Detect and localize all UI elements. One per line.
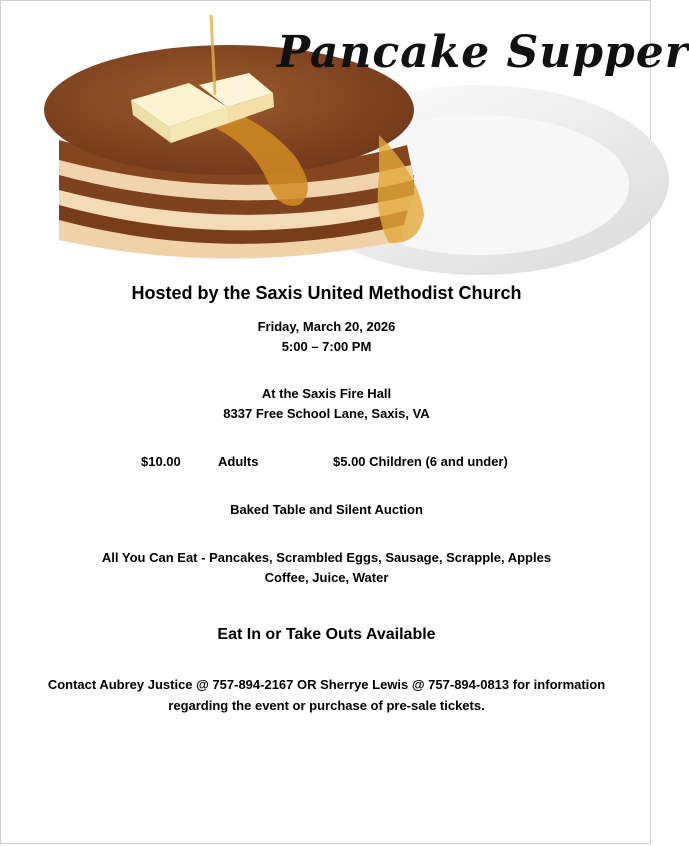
pancake-banner-image [59,15,689,249]
event-address: 8337 Free School Lane, Saxis, VA [223,406,430,421]
event-venue: At the Saxis Fire Hall [261,386,392,401]
contact-line-1: Contact Aubrey Justice @ 757-894-2167 OR Sherrye Lewis @ 757-894-0813 for information [47,677,606,692]
service-note: Eat In or Take Outs Available [217,626,436,643]
event-time: 5:00 – 7:00 PM [281,339,372,354]
menu-line-1: All You Can Eat - Pancakes, Scrambled Eggs, Sausage, Scrapple, Apples [101,550,552,565]
adult-price: $10.00 [141,454,181,469]
price-row [0,454,653,472]
flyer-title: Pancake Supper [277,27,689,78]
host-heading: Hosted by the Saxis United Methodist Church [131,283,522,303]
event-date: Friday, March 20, 2026 [257,319,396,334]
contact-line-2: regarding the event or purchase of pre-sale tickets. [168,698,485,713]
extras-line: Baked Table and Silent Auction [230,502,423,517]
adult-label: Adults [218,454,259,469]
child-price: $5.00 Children (6 and under) [333,454,508,469]
menu-line-2: Coffee, Juice, Water [264,570,389,585]
